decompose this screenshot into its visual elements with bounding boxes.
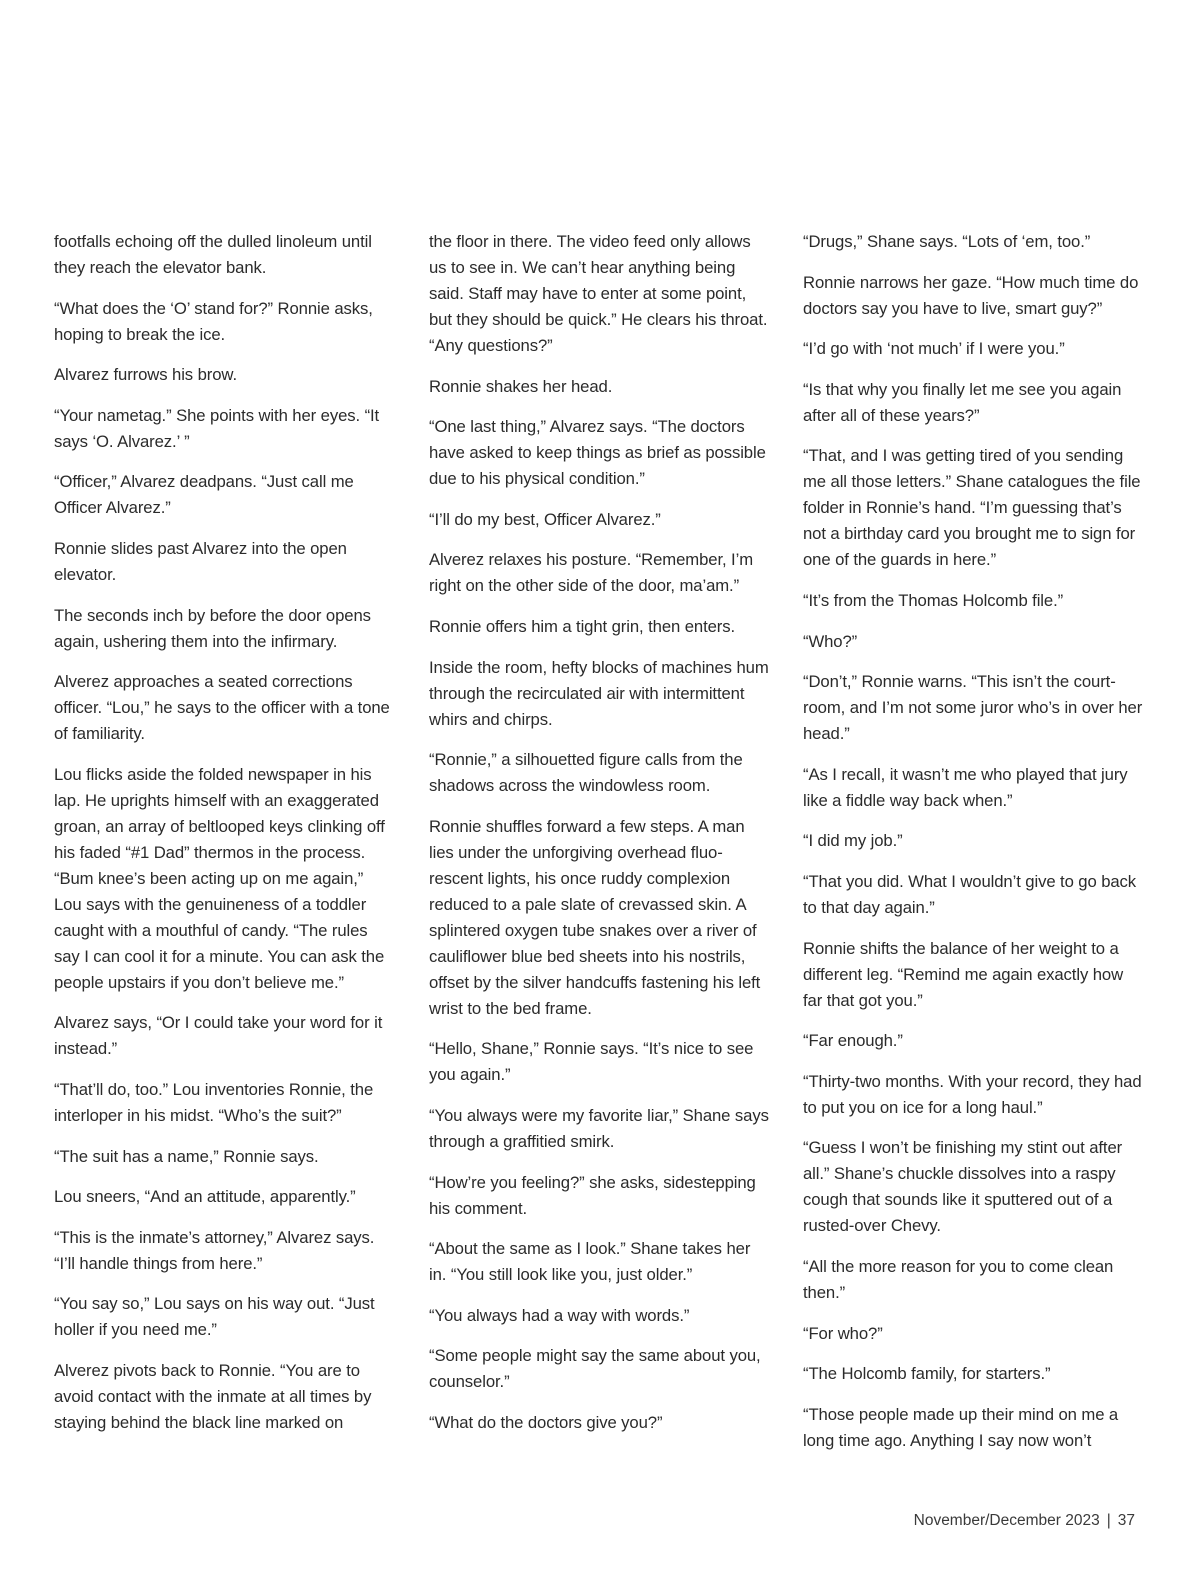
text-column-1 xyxy=(54,229,394,1451)
body-paragraph: “That’ll do, too.” Lou inventories Ronnie, the interloper in his midst. “Who’s the suit?” xyxy=(54,1079,374,1125)
body-paragraph: “About the same as I look.” Shane takes her in. “You still look like you, just older.” xyxy=(429,1239,751,1285)
body-paragraph: the floor in there. The video feed only allows us to see in. We can’t hear anything being said. Staff may have to enter at some point, but they should be quick.” He clears his throat. “Any questions?” xyxy=(429,232,768,355)
body-paragraph: Alverez relaxes his posture. “Remember, I’m right on the other side of the door, ma’am.” xyxy=(429,550,753,596)
body-paragraph: Alvarez says, “Or I could take your word for it instead.” xyxy=(54,1013,383,1059)
body-paragraph: Alvarez furrows his brow. xyxy=(54,365,237,385)
body-paragraph: “That you did. What I wouldn’t give to go back to that day again.” xyxy=(803,871,1137,917)
body-paragraph: “The suit has a name,” Ronnie says. xyxy=(54,1146,319,1166)
body-paragraph: “Don’t,” Ronnie warns. “This isn’t the courtroom, and I’m not some juror who’s in over her head.” xyxy=(803,672,1143,744)
body-paragraph: “Thirty-two months. With your record, they had to put you on ice for a long haul.” xyxy=(803,1071,1142,1117)
body-paragraph: “One last thing,” Alvarez says. “The doctors have asked to keep things as brief as possible due to his physical condition.” xyxy=(429,417,766,489)
body-paragraph: “Officer,” Alvarez deadpans. “Just call me Officer Alvarez.” xyxy=(54,472,354,518)
body-paragraph: Ronnie narrows her gaze. “How much time do doctors say you have to live, smart guy?” xyxy=(803,272,1139,318)
body-paragraph: “I’ll do my best, Officer Alvarez.” xyxy=(429,509,661,529)
body-paragraph: “You say so,” Lou says on his way out. “Just holler if you need me.” xyxy=(54,1294,375,1340)
body-paragraph: “Those people made up their mind on me a long time ago. Anything I say now won’t xyxy=(803,1404,1119,1450)
text-column-3 xyxy=(803,229,1143,1468)
footer-separator: | xyxy=(1106,1512,1111,1529)
body-paragraph: Ronnie slides past Alvarez into the open elevator. xyxy=(54,538,347,584)
body-paragraph: “What do the doctors give you?” xyxy=(429,1412,663,1432)
body-paragraph: The seconds inch by before the door opens again, ushering them into the infirmary. xyxy=(54,605,371,651)
body-paragraph: Alverez pivots back to Ronnie. “You are to avoid contact with the inmate at all times by staying behind the black line marked on xyxy=(54,1360,372,1432)
body-paragraph: “How’re you feeling?” she asks, sidestepping his comment. xyxy=(429,1172,756,1218)
body-paragraph: “That, and I was getting tired of you sending me all those letters.” Shane catalogues the file folder in Ronnie’s hand. “I’m guessing that’s not a birthday card you brought me to sign for one of the guards in here.” xyxy=(803,446,1141,570)
body-paragraph: “I did my job.” xyxy=(803,831,903,851)
body-paragraph: “For who?” xyxy=(803,1323,883,1343)
body-paragraph: “Guess I won’t be finishing my stint out after all.” Shane’s chuckle dissolves into a raspy cough that sounds like it sputtered out of a rusted-over Chevy. xyxy=(803,1138,1123,1236)
issue-date: November/December 2023 xyxy=(913,1512,1100,1529)
body-paragraph: “Who?” xyxy=(803,631,858,651)
body-paragraph: “Ronnie,” a silhouetted figure calls from the shadows across the windowless room. xyxy=(429,750,743,796)
body-paragraph: Inside the room, hefty blocks of machines hum through the recirculated air with intermittent whirs and chirps. xyxy=(429,657,769,729)
body-paragraph: “This is the inmate’s attorney,” Alvarez says. “I’ll handle things from here.” xyxy=(54,1227,375,1273)
page-number: 37 xyxy=(1117,1512,1135,1529)
body-paragraph: “You always were my favorite liar,” Shane says through a graffitied smirk. xyxy=(429,1105,769,1151)
body-paragraph: “It’s from the Thomas Holcomb file.” xyxy=(803,590,1064,610)
body-paragraph: Ronnie shifts the balance of her weight to a different leg. “Remind me again exactly how far that got you.” xyxy=(803,938,1124,1010)
body-paragraph: “Drugs,” Shane says. “Lots of ‘em, too.” xyxy=(803,232,1091,251)
body-paragraph: “All the more reason for you to come clean then.” xyxy=(803,1256,1114,1302)
body-paragraph: Ronnie shakes her head. xyxy=(429,376,613,396)
body-paragraph: “Is that why you finally let me see you again after all of these years?” xyxy=(803,379,1122,425)
page-footer xyxy=(800,1511,1135,1531)
body-paragraph: Lou sneers, “And an attitude, apparently.” xyxy=(54,1187,356,1207)
body-paragraph: Alverez approaches a seated corrections officer. “Lou,” he says to the officer with a tone of familiarity. xyxy=(54,672,390,744)
body-paragraph: “The Holcomb family, for starters.” xyxy=(803,1364,1051,1384)
body-paragraph: “What does the ‘O’ stand for?” Ronnie asks, hoping to break the ice. xyxy=(54,298,373,344)
body-paragraph: “As I recall, it wasn’t me who played that jury like a fiddle way back when.” xyxy=(803,764,1128,810)
body-paragraph: “Far enough.” xyxy=(803,1031,903,1051)
body-paragraph: “Your nametag.” She points with her eyes. “It says ‘O. Alvarez.’ ” xyxy=(54,405,380,451)
body-paragraph: Ronnie shuffles forward a few steps. A man lies under the unforgiving overhead fluorescent lights, his once ruddy complexion reduced to a pale slate of crevassed skin. A splintered oxygen tube snakes over a river of cauliflower blue bed sheets into his nostrils, offset by the silver handcuffs fastening his left wrist to the bed frame. xyxy=(429,816,761,1018)
body-paragraph: “Hello, Shane,” Ronnie says. “It’s nice to see you again.” xyxy=(429,1039,754,1085)
body-paragraph: “Some people might say the same about you, counselor.” xyxy=(429,1346,761,1392)
body-paragraph: footfalls echoing off the dulled linoleum until they reach the elevator bank. xyxy=(54,232,372,277)
body-paragraph: Lou flicks aside the folded newspaper in his lap. He uprights himself with an exaggerated groan, an array of beltlooped keys clinking off his faded “#1 Dad” thermos in the process. “Bum knee’s been acting up on me again,” Lou says with the genuineness of a toddler caught with a mouthful of candy. “The rules say I can cool it for a minute. You can ask the people upstairs if you don’t believe me.” xyxy=(54,764,385,992)
body-paragraph: “I’d go with ‘not much’ if I were you.” xyxy=(803,339,1065,359)
body-paragraph: Ronnie offers him a tight grin, then enters. xyxy=(429,616,736,636)
body-paragraph: “You always had a way with words.” xyxy=(429,1305,690,1325)
text-column-2 xyxy=(429,229,769,1451)
